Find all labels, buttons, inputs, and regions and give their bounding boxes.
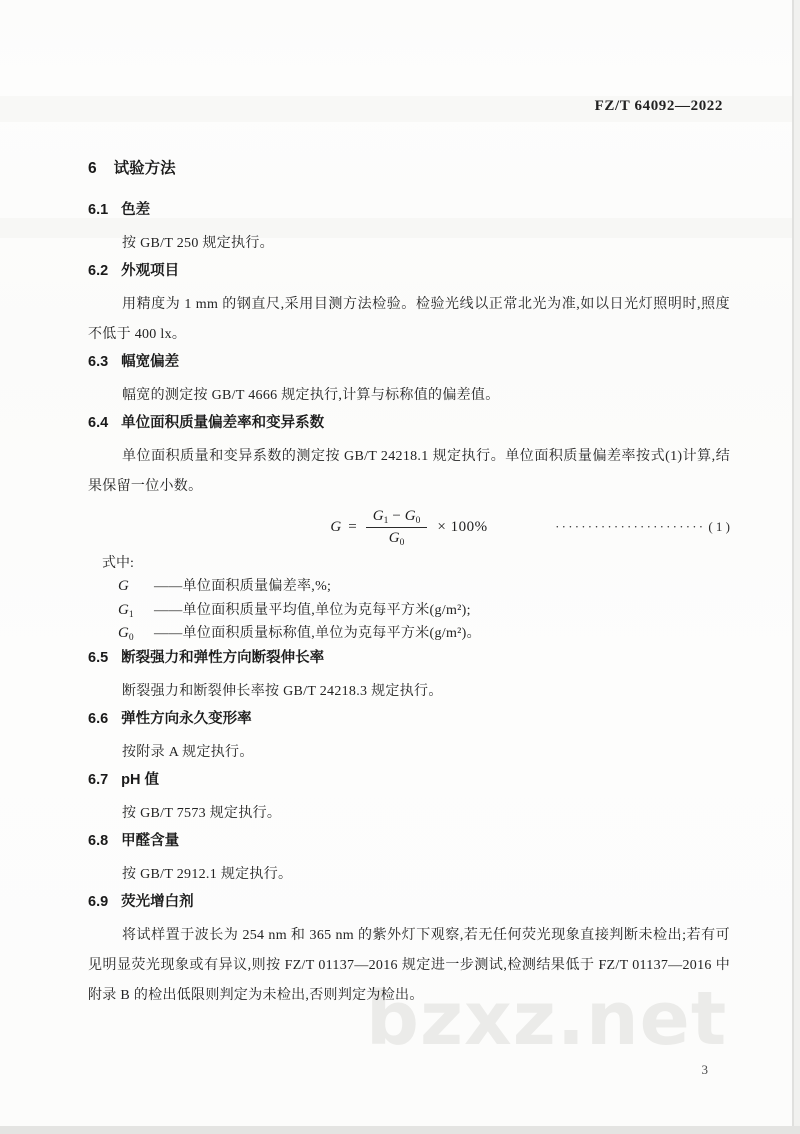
section-title: 荧光增白剂 (121, 893, 194, 910)
chapter-title: 试验方法 (113, 160, 176, 177)
equation-1 (88, 504, 730, 550)
section-title: 外观项目 (121, 263, 180, 279)
section-6-8 (88, 831, 730, 890)
section-heading (88, 709, 730, 730)
section-heading (88, 413, 730, 434)
section-6-2 (88, 261, 730, 350)
section-paragraph: 单位面积质量和变异系数的测定按 GB/T 24218.1 规定执行。单位面积质量偏差率按式(1)计算,结果保留一位小数。 (88, 449, 730, 494)
equation-reference (555, 519, 730, 535)
symbol-definition-row (118, 575, 730, 599)
symbol-sub: 0 (128, 633, 134, 643)
section-title: 弹性方向永久变形率 (121, 710, 252, 727)
section-title: 色差 (121, 202, 151, 218)
subscript-1: 1 (383, 515, 389, 526)
section-number: 6.2 (88, 263, 109, 279)
symbol-base: G (118, 601, 129, 618)
symbol-g (118, 575, 154, 599)
section-paragraph: 断裂强力和断裂伸长率按 GB/T 24218.3 规定执行。 (122, 683, 443, 699)
symbol-definitions (88, 552, 730, 646)
symbol-g1 (118, 599, 154, 623)
symbol-sub: 1 (128, 609, 134, 620)
fraction-denominator (389, 528, 405, 547)
equation-dots: ······················· (555, 519, 706, 534)
symbol-definition-row (118, 599, 730, 623)
equation-number: ( 1 ) (708, 519, 730, 534)
section-number: 6.8 (88, 832, 109, 849)
section-heading (88, 770, 730, 791)
section-title: 甲醛含量 (121, 832, 180, 849)
symbol-base: G (118, 625, 129, 641)
symbol-base: G (118, 578, 129, 594)
equation-formula (330, 508, 487, 547)
section-paragraph: 按 GB/T 7573 规定执行。 (122, 805, 282, 821)
section-number: 6.5 (88, 649, 109, 666)
section-number: 6.7 (88, 771, 109, 788)
section-paragraph: 按 GB/T 2912.1 规定执行。 (122, 866, 293, 882)
section-6-5 (88, 648, 730, 707)
section-number: 6.1 (88, 202, 109, 218)
section-number: 6.9 (88, 893, 109, 910)
symbol-description: ——单位面积质量偏差率,%; (154, 579, 332, 594)
section-title: 幅宽偏差 (121, 354, 180, 370)
symbol-g0 (118, 622, 154, 646)
section-number: 6.6 (88, 710, 109, 727)
section-heading (88, 261, 730, 282)
subscript-0: 0 (399, 537, 405, 548)
standard-code: FZ/T 64092—2022 (594, 98, 723, 114)
document-content (88, 0, 730, 1011)
section-paragraph: 按附录 A 规定执行。 (122, 744, 254, 760)
page-number: 3 (701, 1062, 708, 1077)
times-100-percent: × 100% (437, 518, 488, 535)
symbol-g0: G (388, 529, 400, 546)
section-heading (88, 352, 730, 373)
where-label: 式中: (102, 556, 134, 571)
symbol-g1: G (372, 507, 384, 524)
section-title: pH 值 (121, 771, 160, 788)
section-paragraph: 用精度为 1 mm 的钢直尺,采用目测方法检验。检验光线以正常北光为准,如以日光灯照明时,照度不低于 400 lx。 (88, 297, 730, 342)
section-paragraph: 将试样置于波长为 254 nm 和 365 nm 的紫外灯下观察,若无任何荧光现象直接判断未检出;若有可见明显荧光现象或有异议,则按 FZ/T 01137—2016 规定进一步测试,检测结果低于 FZ/T 01137—2016 中附录 B 的检出低限则判定为未检出,否则判定为检出。 (88, 927, 730, 1003)
symbol-description: ——单位面积质量平均值,单位为克每平方米(g/m²); (154, 602, 471, 618)
fraction-numerator (366, 508, 428, 528)
section-6-6 (88, 709, 730, 768)
section-6-1 (88, 200, 730, 259)
section-number: 6.4 (88, 415, 109, 431)
equals-sign: = (348, 518, 357, 535)
scan-edge-right-line (792, 0, 794, 1134)
chapter-heading (88, 158, 730, 180)
chapter-number: 6 (88, 160, 97, 177)
section-paragraph: 幅宽的测定按 GB/T 4666 规定执行,计算与标称值的偏差值。 (122, 388, 500, 403)
section-6-7 (88, 770, 730, 829)
section-6-9 (88, 892, 730, 1011)
section-number: 6.3 (88, 354, 109, 370)
scan-edge-bottom-band (0, 1126, 800, 1134)
section-heading (88, 200, 730, 221)
symbol-definition-row (118, 622, 730, 646)
scan-edge-right-strip (794, 0, 800, 1134)
section-heading (88, 831, 730, 852)
section-6-4 (88, 413, 730, 646)
subscript-0: 0 (415, 515, 421, 526)
formula-lhs-symbol: G (330, 518, 342, 535)
section-paragraph: 按 GB/T 250 规定执行。 (122, 236, 274, 251)
symbol-description: ——单位面积质量标称值,单位为克每平方米(g/m²)。 (154, 626, 481, 641)
section-heading (88, 892, 730, 913)
minus-sign: − (392, 507, 401, 524)
section-6-3 (88, 352, 730, 411)
section-title: 断裂强力和弹性方向断裂伸长率 (121, 649, 325, 666)
watermark-text: bzxz.net (366, 976, 728, 1062)
symbol-g0: G (404, 507, 416, 524)
section-title: 单位面积质量偏差率和变异系数 (121, 415, 325, 431)
formula-fraction (366, 508, 428, 547)
section-heading (88, 648, 730, 669)
